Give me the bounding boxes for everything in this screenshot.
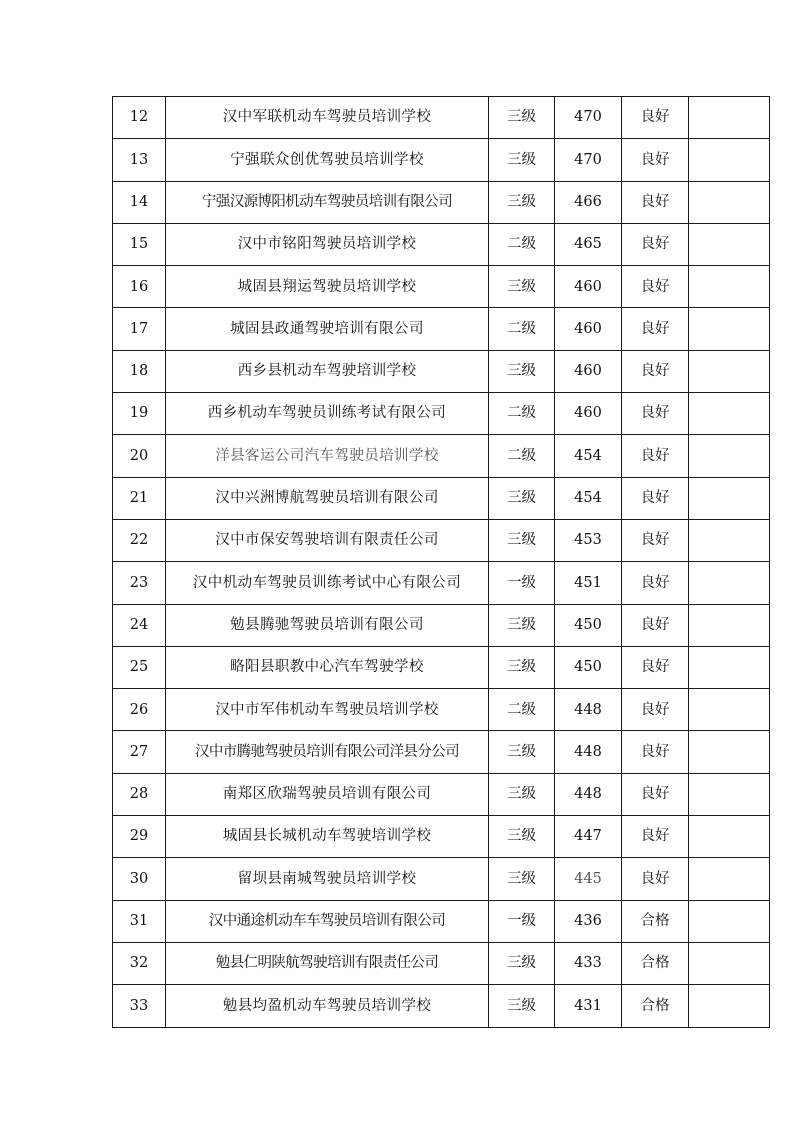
row-number-cell: 12 <box>113 97 166 139</box>
score-cell: 448 <box>555 773 622 815</box>
rating-cell: 良好 <box>622 97 689 139</box>
qualification-level-cell: 三级 <box>489 477 555 519</box>
rating-cell: 良好 <box>622 181 689 223</box>
table-row <box>113 900 770 942</box>
school-name-cell: 勉县均盈机动车驾驶员培训学校 <box>166 985 489 1027</box>
row-number-cell: 26 <box>113 689 166 731</box>
remarks-cell <box>689 985 770 1027</box>
row-number-cell: 33 <box>113 985 166 1027</box>
row-number-cell: 32 <box>113 942 166 984</box>
school-name-cell: 宁强汉源博阳机动车驾驶员培训有限公司 <box>166 181 489 223</box>
rating-cell: 良好 <box>622 689 689 731</box>
school-name-cell: 洋县客运公司汽车驾驶员培训学校 <box>166 435 489 477</box>
table-row <box>113 223 770 265</box>
school-name-cell: 西乡县机动车驾驶培训学校 <box>166 350 489 392</box>
table-row <box>113 646 770 688</box>
school-name-cell: 勉县腾驰驾驶员培训有限公司 <box>166 604 489 646</box>
remarks-cell <box>689 97 770 139</box>
remarks-cell <box>689 435 770 477</box>
school-name-cell: 汉中兴洲博航驾驶员培训有限公司 <box>166 477 489 519</box>
qualification-level-cell: 三级 <box>489 731 555 773</box>
qualification-level-cell: 三级 <box>489 773 555 815</box>
school-name-cell: 汉中市铭阳驾驶员培训学校 <box>166 223 489 265</box>
remarks-cell <box>689 181 770 223</box>
rating-cell: 良好 <box>622 858 689 900</box>
table-row <box>113 266 770 308</box>
score-cell: 445 <box>555 858 622 900</box>
row-number-cell: 23 <box>113 562 166 604</box>
qualification-level-cell: 一级 <box>489 562 555 604</box>
row-number-cell: 27 <box>113 731 166 773</box>
row-number-cell: 16 <box>113 266 166 308</box>
score-cell: 453 <box>555 519 622 561</box>
qualification-level-cell: 二级 <box>489 435 555 477</box>
school-name-cell: 汉中通途机动车车驾驶员培训有限公司 <box>166 900 489 942</box>
school-name-cell: 勉县仁明陕航驾驶培训有限责任公司 <box>166 942 489 984</box>
score-cell: 450 <box>555 604 622 646</box>
table-row <box>113 816 770 858</box>
table-row <box>113 562 770 604</box>
table-row <box>113 773 770 815</box>
remarks-cell <box>689 646 770 688</box>
table-body <box>113 97 770 1028</box>
table-row <box>113 985 770 1027</box>
school-name-cell: 汉中市军伟机动车驾驶员培训学校 <box>166 689 489 731</box>
row-number-cell: 24 <box>113 604 166 646</box>
school-name-cell: 留坝县南城驾驶员培训学校 <box>166 858 489 900</box>
school-name-cell: 城固县政通驾驶培训有限公司 <box>166 308 489 350</box>
qualification-level-cell: 三级 <box>489 181 555 223</box>
remarks-cell <box>689 477 770 519</box>
row-number-cell: 25 <box>113 646 166 688</box>
table-row <box>113 350 770 392</box>
row-number-cell: 31 <box>113 900 166 942</box>
row-number-cell: 29 <box>113 816 166 858</box>
qualification-level-cell: 三级 <box>489 858 555 900</box>
table-row <box>113 393 770 435</box>
qualification-level-cell: 二级 <box>489 223 555 265</box>
school-name-cell: 汉中市腾驰驾驶员培训有限公司洋县分公司 <box>166 731 489 773</box>
table-row <box>113 97 770 139</box>
row-number-cell: 20 <box>113 435 166 477</box>
remarks-cell <box>689 308 770 350</box>
table-row <box>113 435 770 477</box>
score-cell: 448 <box>555 731 622 773</box>
school-ranking-table <box>112 96 770 1028</box>
school-name-cell: 宁强联众创优驾驶员培训学校 <box>166 139 489 181</box>
score-cell: 454 <box>555 435 622 477</box>
rating-cell: 合格 <box>622 900 689 942</box>
table-row <box>113 181 770 223</box>
qualification-level-cell: 三级 <box>489 816 555 858</box>
score-cell: 460 <box>555 308 622 350</box>
score-cell: 465 <box>555 223 622 265</box>
remarks-cell <box>689 562 770 604</box>
score-cell: 451 <box>555 562 622 604</box>
rating-cell: 良好 <box>622 604 689 646</box>
table-row <box>113 731 770 773</box>
table-row <box>113 604 770 646</box>
school-name-cell: 城固县长城机动车驾驶培训学校 <box>166 816 489 858</box>
rating-cell: 良好 <box>622 562 689 604</box>
table-row <box>113 519 770 561</box>
qualification-level-cell: 三级 <box>489 266 555 308</box>
table-row <box>113 308 770 350</box>
table-row <box>113 139 770 181</box>
remarks-cell <box>689 689 770 731</box>
score-cell: 460 <box>555 266 622 308</box>
school-name-cell: 西乡机动车驾驶员训练考试有限公司 <box>166 393 489 435</box>
remarks-cell <box>689 858 770 900</box>
rating-cell: 良好 <box>622 435 689 477</box>
rating-cell: 合格 <box>622 985 689 1027</box>
remarks-cell <box>689 773 770 815</box>
row-number-cell: 18 <box>113 350 166 392</box>
qualification-level-cell: 二级 <box>489 308 555 350</box>
row-number-cell: 22 <box>113 519 166 561</box>
rating-cell: 良好 <box>622 266 689 308</box>
row-number-cell: 15 <box>113 223 166 265</box>
score-cell: 447 <box>555 816 622 858</box>
score-cell: 460 <box>555 350 622 392</box>
rating-cell: 良好 <box>622 519 689 561</box>
remarks-cell <box>689 139 770 181</box>
rating-cell: 良好 <box>622 477 689 519</box>
rating-cell: 良好 <box>622 223 689 265</box>
school-name-cell: 汉中军联机动车驾驶员培训学校 <box>166 97 489 139</box>
qualification-level-cell: 二级 <box>489 393 555 435</box>
rating-cell: 良好 <box>622 393 689 435</box>
rating-cell: 良好 <box>622 646 689 688</box>
school-name-cell: 略阳县职教中心汽车驾驶学校 <box>166 646 489 688</box>
row-number-cell: 14 <box>113 181 166 223</box>
rating-cell: 良好 <box>622 816 689 858</box>
remarks-cell <box>689 350 770 392</box>
table-row <box>113 942 770 984</box>
remarks-cell <box>689 604 770 646</box>
school-name-cell: 汉中机动车驾驶员训练考试中心有限公司 <box>166 562 489 604</box>
row-number-cell: 30 <box>113 858 166 900</box>
row-number-cell: 28 <box>113 773 166 815</box>
remarks-cell <box>689 266 770 308</box>
row-number-cell: 17 <box>113 308 166 350</box>
qualification-level-cell: 三级 <box>489 350 555 392</box>
remarks-cell <box>689 816 770 858</box>
qualification-level-cell: 三级 <box>489 985 555 1027</box>
table-row <box>113 477 770 519</box>
rating-cell: 合格 <box>622 942 689 984</box>
score-cell: 431 <box>555 985 622 1027</box>
remarks-cell <box>689 393 770 435</box>
row-number-cell: 21 <box>113 477 166 519</box>
remarks-cell <box>689 519 770 561</box>
school-name-cell: 南郑区欣瑞驾驶员培训有限公司 <box>166 773 489 815</box>
rating-cell: 良好 <box>622 731 689 773</box>
remarks-cell <box>689 731 770 773</box>
qualification-level-cell: 三级 <box>489 942 555 984</box>
qualification-level-cell: 三级 <box>489 646 555 688</box>
school-name-cell: 汉中市保安驾驶培训有限责任公司 <box>166 519 489 561</box>
row-number-cell: 13 <box>113 139 166 181</box>
score-cell: 470 <box>555 139 622 181</box>
rating-cell: 良好 <box>622 773 689 815</box>
score-cell: 460 <box>555 393 622 435</box>
qualification-level-cell: 三级 <box>489 139 555 181</box>
qualification-level-cell: 三级 <box>489 604 555 646</box>
school-name-cell: 城固县翔运驾驶员培训学校 <box>166 266 489 308</box>
row-number-cell: 19 <box>113 393 166 435</box>
qualification-level-cell: 三级 <box>489 519 555 561</box>
qualification-level-cell: 二级 <box>489 689 555 731</box>
qualification-level-cell: 一级 <box>489 900 555 942</box>
score-cell: 436 <box>555 900 622 942</box>
score-cell: 433 <box>555 942 622 984</box>
qualification-level-cell: 三级 <box>489 97 555 139</box>
score-cell: 466 <box>555 181 622 223</box>
table-row <box>113 858 770 900</box>
remarks-cell <box>689 942 770 984</box>
rating-cell: 良好 <box>622 350 689 392</box>
score-cell: 470 <box>555 97 622 139</box>
score-cell: 454 <box>555 477 622 519</box>
rating-cell: 良好 <box>622 308 689 350</box>
rating-cell: 良好 <box>622 139 689 181</box>
remarks-cell <box>689 900 770 942</box>
score-cell: 448 <box>555 689 622 731</box>
remarks-cell <box>689 223 770 265</box>
score-cell: 450 <box>555 646 622 688</box>
table-row <box>113 689 770 731</box>
